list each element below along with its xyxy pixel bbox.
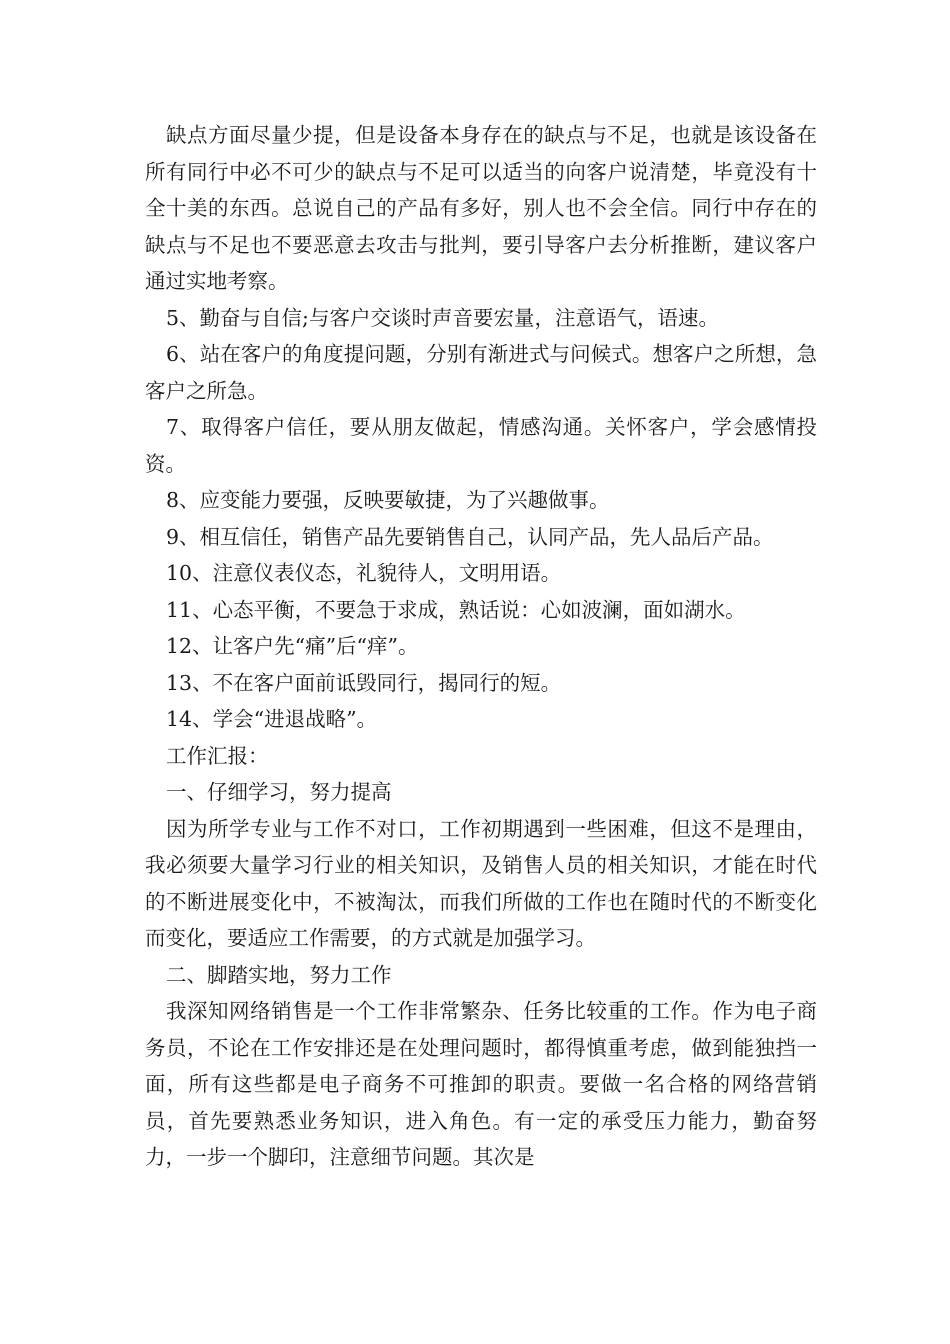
list-item-6: 6、站在客户的角度提问题，分别有渐进式与问候式。想客户之所想，急客户之所急。 <box>145 342 817 403</box>
paragraph-study: 因为所学专业与工作不对口，工作初期遇到一些困难，但这不是理由，我必须要大量学习行业的相关知识，及销售人员的相关知识，才能在时代的不断进展变化中，不被淘汰，而我们所做的工作也在随时代的不断变化而变化，要适应工作需要，的方式就是加强学习。 <box>145 816 817 950</box>
list-item-9: 9、相互信任，销售产品先要销售自己，认同产品，先人品后产品。 <box>166 524 774 549</box>
list-item-5: 5、勤奋与自信;与客户交谈时声音要宏量，注意语气，语速。 <box>166 305 719 330</box>
list-item-13: 13、不在客户面前诋毁同行，揭同行的短。 <box>166 670 562 695</box>
subheading-study: 一、仔细学习，努力提高 <box>166 780 392 804</box>
list-item-11: 11、心态平衡，不要急于求成，熟话说：心如波澜，面如湖水。 <box>166 597 746 622</box>
subheading-work: 二、脚踏实地，努力工作 <box>166 962 392 987</box>
list-item-12: 12、让客户先“痛”后“痒”。 <box>166 634 419 658</box>
list-item-14: 14、学会“进退战略”。 <box>166 707 378 731</box>
section-heading-work-report: 工作汇报： <box>166 743 269 768</box>
list-item-8: 8、应变能力要强，反映要敏捷，为了兴趣做事。 <box>166 488 610 512</box>
document-body <box>145 117 817 1176</box>
list-item-10: 10、注意仪表仪态，礼貌待人，文明用语。 <box>166 561 562 585</box>
paragraph-work: 我深知网络销售是一个工作非常繁杂、任务比较重的工作。作为电子商务员，不论在工作安排还是在处理问题时，都得慎重考虑，做到能独挡一面，所有这些都是电子商务不可推卸的职责。要做一名合格的网络营销员，首先要熟悉业务知识，进入角色。有一定的承受压力能力，勤奋努力，一步一个脚印，注意细节问题。其次是 <box>145 999 817 1169</box>
list-item-7: 7、取得客户信任，要从朋友做起，情感沟通。关怀客户，学会感情投资。 <box>145 415 817 476</box>
paragraph-shortcomings: 缺点方面尽量少提，但是设备本身存在的缺点与不足，也就是该设备在所有同行中必不可少的缺点与不足可以适当的向客户说清楚，毕竟没有十全十美的东西。总说自己的产品有多好，别人也不会全信。同行中存在的缺点与不足也不要恶意去攻击与批判，要引导客户去分析推断，建议客户通过实地考察。 <box>145 123 817 293</box>
